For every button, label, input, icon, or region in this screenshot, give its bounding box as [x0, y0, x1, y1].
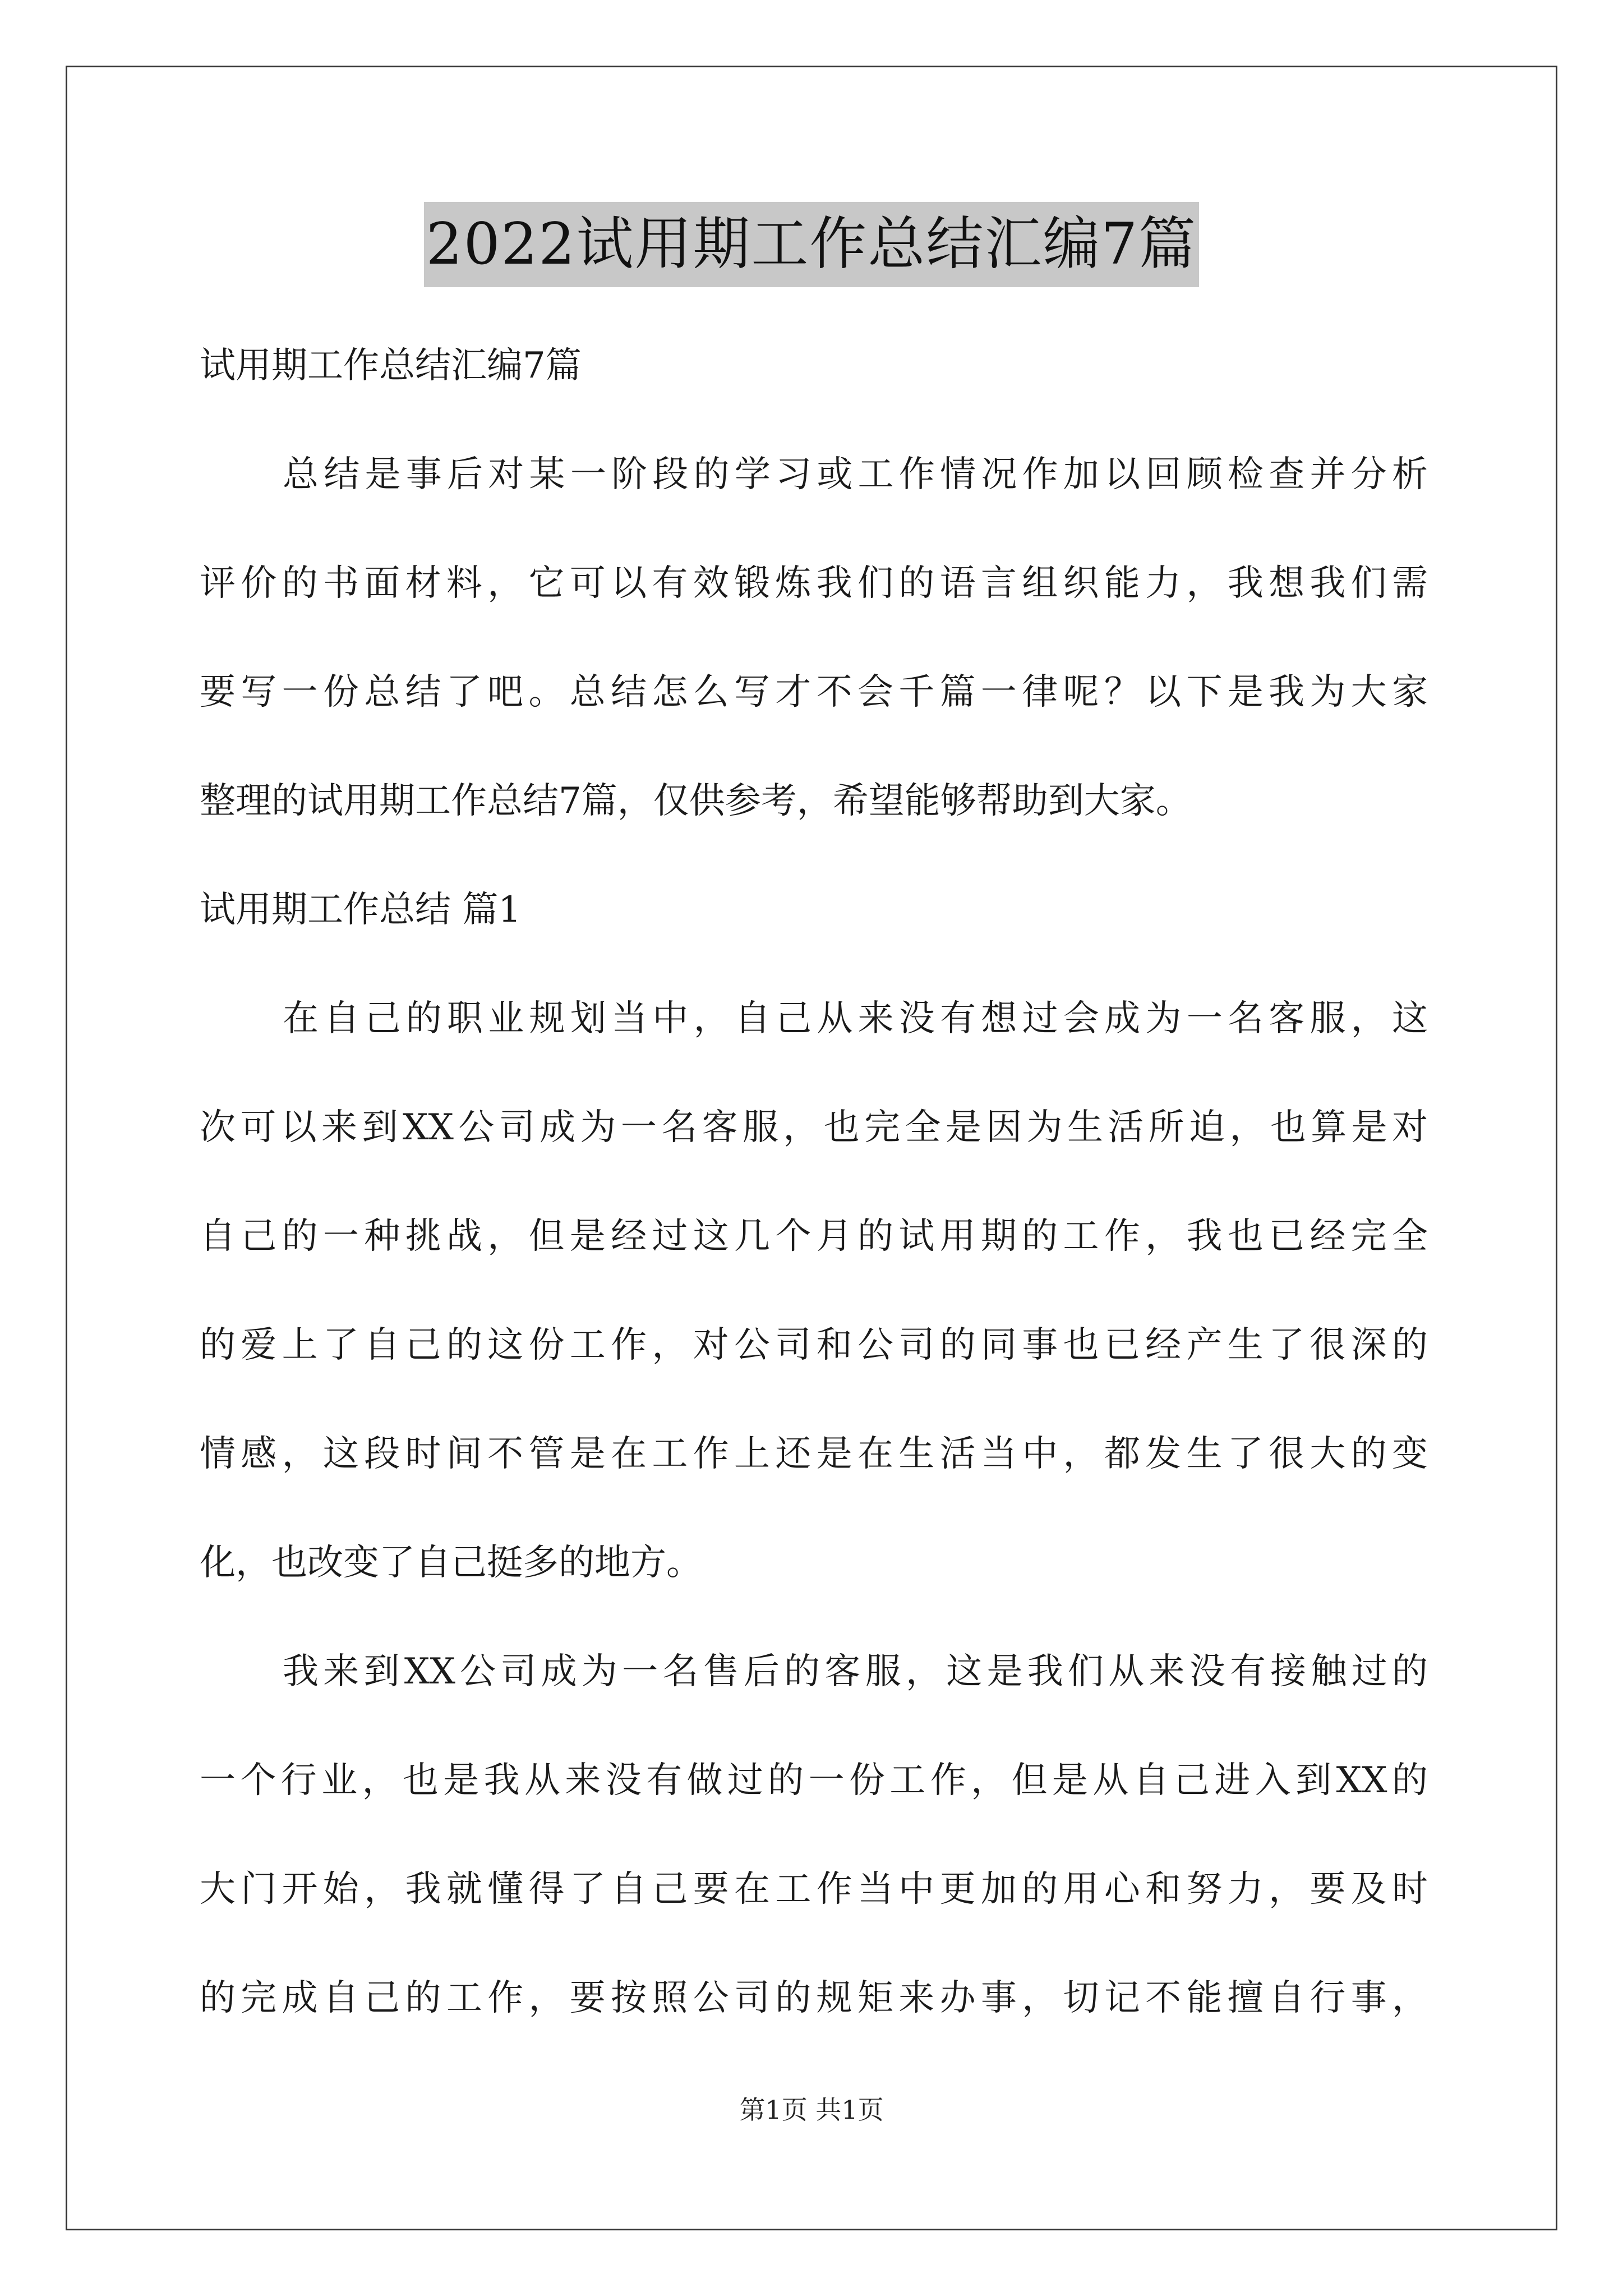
text-line: 试用期工作总结 篇1 — [200, 889, 522, 931]
document-title: 2022试用期工作总结汇编7篇 — [424, 202, 1199, 287]
text-line: 要写一份总结了吧。总结怎么写才不会千篇一律呢？以下是我为大家 — [200, 671, 1428, 713]
title-wrap — [0, 202, 1623, 287]
text-line: 大门开始，我就懂得了自己要在工作当中更加的用心和努力，要及时 — [200, 1869, 1428, 1910]
text-line: 评价的书面材料，它可以有效锻炼我们的语言组织能力，我想我们需 — [200, 563, 1428, 604]
text-line: 一个行业，也是我从来没有做过的一份工作，但是从自己进入到XX的 — [200, 1760, 1428, 1801]
text-line: 总结是事后对某一阶段的学习或工作情况作加以回顾检查并分析 — [283, 454, 1428, 495]
text-line: 自己的一种挑战，但是经过这几个月的试用期的工作，我也已经完全 — [200, 1216, 1428, 1257]
text-line: 次可以来到XX公司成为一名客服，也完全是因为生活所迫，也算是对 — [200, 1107, 1428, 1148]
text-line: 我来到XX公司成为一名售后的客服，这是我们从来没有接触过的 — [283, 1651, 1428, 1692]
text-line: 整理的试用期工作总结7篇，仅供参考，希望能够帮助到大家。 — [200, 780, 1192, 822]
text-line: 试用期工作总结汇编7篇 — [200, 345, 582, 386]
text-line: 的爱上了自己的这份工作，对公司和公司的同事也已经产生了很深的 — [200, 1324, 1428, 1366]
text-line: 在自己的职业规划当中，自己从来没有想过会成为一名客服，这 — [283, 998, 1428, 1039]
document-body — [200, 311, 1428, 2053]
text-line: 情感，这段时间不管是在工作上还是在生活当中，都发生了很大的变 — [200, 1433, 1428, 1475]
text-line: 的完成自己的工作，要按照公司的规矩来办事，切记不能擅自行事， — [200, 1977, 1428, 2019]
page-footer: 第1页 共1页 — [739, 2095, 884, 2125]
text-line: 化，也改变了自己挺多的地方。 — [200, 1542, 702, 1584]
